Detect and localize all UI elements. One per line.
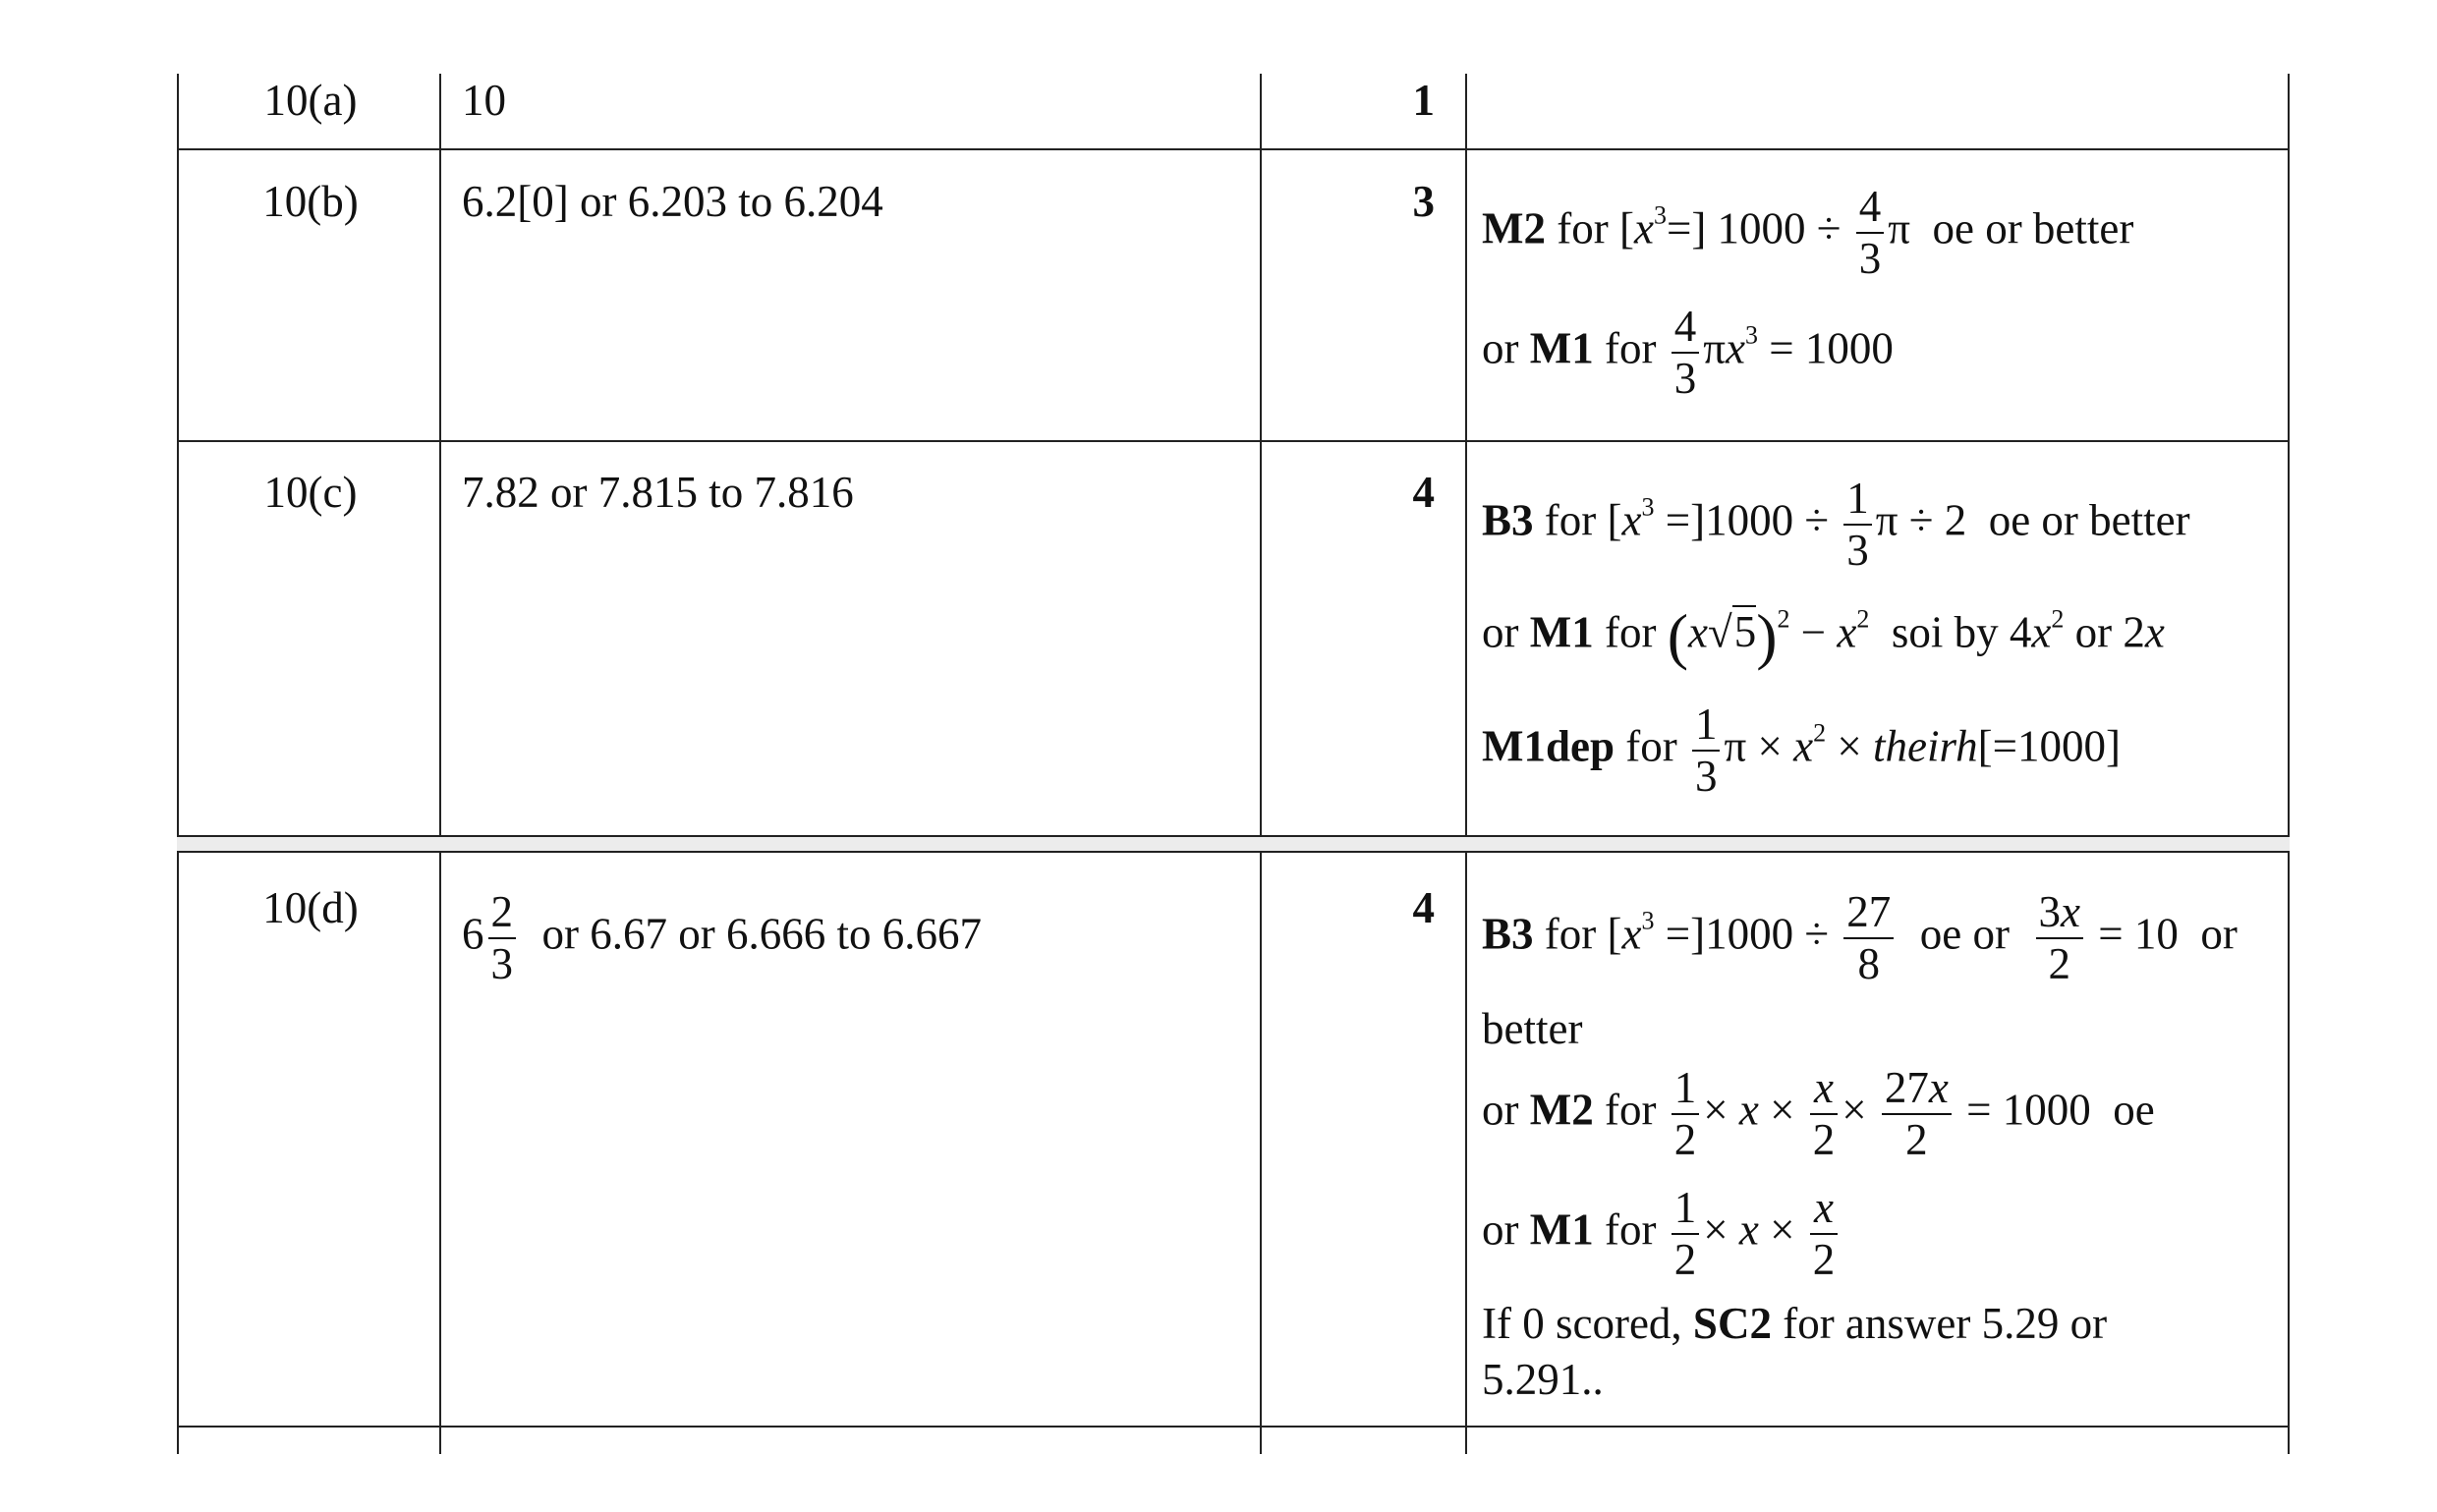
answer-text: 6.2[0] or 6.203 to 6.204 (462, 177, 883, 226)
table-divider-answer (1260, 74, 1262, 1454)
guidance-line: B3 for $[x^3 =]1000$ ÷ $\frac{27}{8}$ oe or $\frac{3x}{2}$ = 10 or (1482, 887, 2238, 988)
row-divider (177, 440, 2290, 442)
answer-text: 10 (462, 76, 506, 125)
table-divider-question (439, 74, 441, 1454)
row-divider (177, 148, 2290, 150)
marks-value: 1 (1412, 76, 1435, 125)
answer-text: 6 $\frac{2}{3}$ or 6.67 or 6.666 to 6.667 (462, 887, 982, 988)
question-label: 10(c) (263, 468, 358, 517)
question-label: 10(d) (262, 883, 359, 932)
marks-value: 4 (1412, 883, 1435, 932)
guidance-line: or M1 for $\frac{4}{3}$ $\pi x^3 = 1000$ (1482, 302, 1894, 403)
guidance-line: or M1 for $(x√5)^2 - x^2$ soi by $4x^2$ or 2x (1482, 601, 2165, 671)
table-divider-marks (1465, 74, 1467, 1454)
row-divider (177, 1426, 2290, 1428)
question-label: 10(a) (263, 76, 358, 125)
row-divider-double (177, 835, 2290, 853)
marks-value: 4 (1412, 468, 1435, 517)
table-border-right (2288, 74, 2290, 1454)
table-border-left (177, 74, 179, 1454)
answer-text: 7.82 or 7.815 to 7.816 (462, 468, 854, 517)
guidance-line: or M1 for $\frac{1}{2}$ × x × $\frac{x}{2}$ (1482, 1186, 1842, 1282)
guidance-line: M2 for $[x^3=] 1000$ ÷ $\frac{4}{3}$ π oe or better (1482, 182, 2134, 283)
guidance-line: 5.291.. (1482, 1355, 1604, 1404)
guidance-line: M1dep for $\frac{1}{3}$ $\pi \times x^2$ × theirh[=1000] (1482, 700, 2122, 801)
marks-value: 3 (1412, 177, 1435, 226)
guidance-line: B3 for $[x^3 =]1000$ ÷ $\frac{1}{3}$ π ÷ 2 oe or better (1482, 474, 2190, 575)
guidance-line: If 0 scored, SC2 for answer 5.29 or (1482, 1299, 2108, 1348)
question-label: 10(b) (262, 177, 359, 226)
guidance-line: or M2 for $\frac{1}{2}$ × x × $\frac{x}{2}$ × $\frac{27x}{2}$ = 1000 oe (1482, 1063, 2155, 1164)
guidance-line: better (1482, 1004, 1583, 1053)
